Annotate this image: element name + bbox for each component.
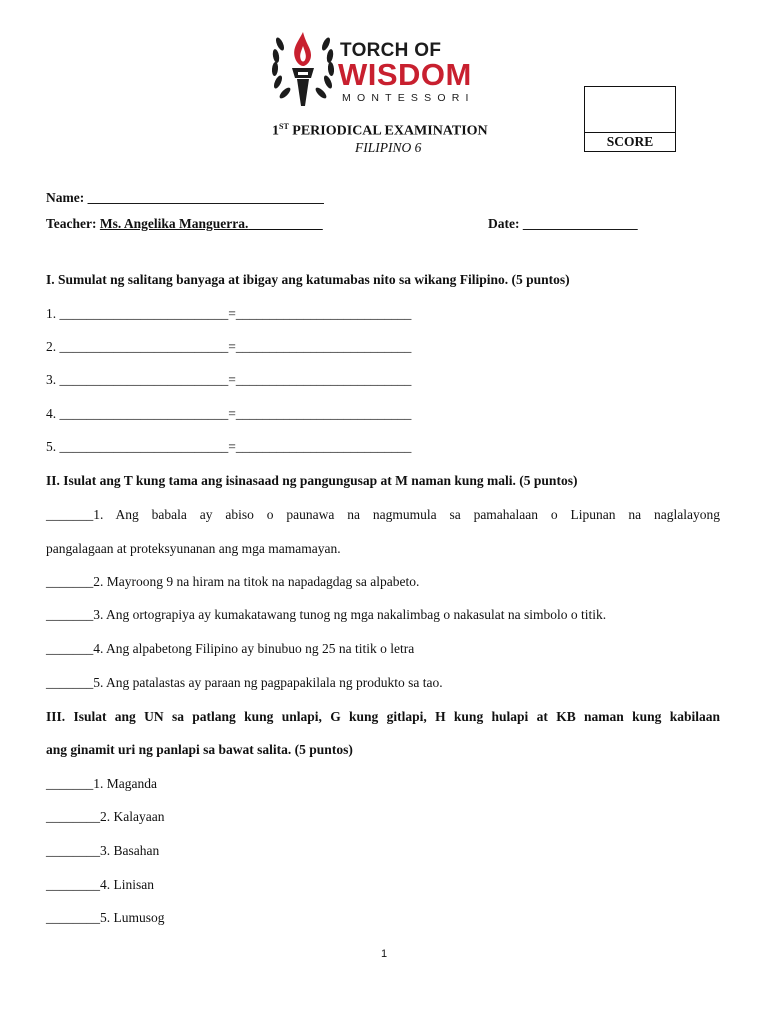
- section-3-heading-line-1: III. Isulat ang UN sa patlang kung unlapi, G kung gitlapi, H kung hulapi at KB naman kung kabilaan: [46, 709, 720, 724]
- section-1-item[interactable]: 5. _________________________=__________________________: [46, 439, 412, 454]
- title-text: PERIODICAL EXAMINATION: [288, 123, 488, 139]
- section-3-item[interactable]: ________3. Basahan: [46, 843, 160, 858]
- section-1-heading: I. Sumulat ng salitang banyaga at ibigay ang katumabas nito sa wikang Filipino. (5 puntos): [46, 272, 570, 287]
- school-logo: [268, 26, 498, 110]
- teacher-field: [46, 216, 323, 232]
- section-3-item[interactable]: _______1. Maganda: [46, 776, 157, 791]
- section-3-item[interactable]: ________5. Lumusog: [46, 910, 165, 925]
- date-field[interactable]: Date: _________________: [488, 216, 638, 231]
- section-2-item-1-line-2: pangalagaan at proteksyunanan ang mga mamamayan.: [46, 541, 341, 556]
- section-3-heading-line-2: ang ginamit uri ng panlapi sa bawat salita. (5 puntos): [46, 742, 353, 757]
- section-1-item[interactable]: 2. _________________________=__________________________: [46, 339, 412, 354]
- teacher-label: Teacher:: [46, 216, 97, 231]
- section-2-item[interactable]: _______2. Mayroong 9 na hiram na titok na napadagdag sa alpabeto.: [46, 574, 420, 589]
- score-box[interactable]: [584, 86, 676, 152]
- teacher-value: Ms. Angelika Manguerra.: [99, 216, 249, 231]
- torch-laurel-icon: [268, 26, 338, 110]
- logo-text-montessori: MONTESSORI: [342, 92, 475, 104]
- section-2-item[interactable]: _______4. Ang alpabetong Filipino ay binubuo ng 25 na titik o letra: [46, 641, 415, 656]
- logo-text-wisdom: WISDOM: [338, 57, 472, 92]
- section-1-item[interactable]: 1. _________________________=__________________________: [46, 306, 412, 321]
- section-3-item[interactable]: ________4. Linisan: [46, 877, 154, 892]
- exam-title: [272, 122, 488, 140]
- title-number: 1: [272, 123, 279, 139]
- logo-text-torch-of: TORCH OF: [340, 40, 442, 61]
- section-2-heading: II. Isulat ang T kung tama ang isinasaad ng pangungusap at M naman kung mali. (5 puntos): [46, 473, 578, 488]
- name-field[interactable]: Name: ___________________________________: [46, 190, 324, 205]
- section-2-item-1-line-1[interactable]: _______1. Ang babala ay abiso o paunawa na nagmumula sa pamahalaan o Lipunan na naglalayong: [46, 507, 720, 522]
- title-superscript: ST: [279, 122, 289, 131]
- section-2-item[interactable]: _______5. Ang patalastas ay paraan ng pagpapakilala ng produkto sa tao.: [46, 675, 443, 690]
- score-label: SCORE: [585, 132, 675, 151]
- section-3-item[interactable]: ________2. Kalayaan: [46, 809, 165, 824]
- section-1-item[interactable]: 4. _________________________=__________________________: [46, 406, 412, 421]
- page-number: 1: [380, 948, 388, 960]
- section-2-item[interactable]: _______3. Ang ortograpiya ay kumakatawang tunog ng mga nakalimbag o nakasulat na simbolo o titik.: [46, 607, 607, 622]
- section-1-item[interactable]: 3. _________________________=__________________________: [46, 372, 412, 387]
- exam-subject: FILIPINO 6: [355, 140, 422, 155]
- teacher-blank: ___________: [248, 216, 323, 231]
